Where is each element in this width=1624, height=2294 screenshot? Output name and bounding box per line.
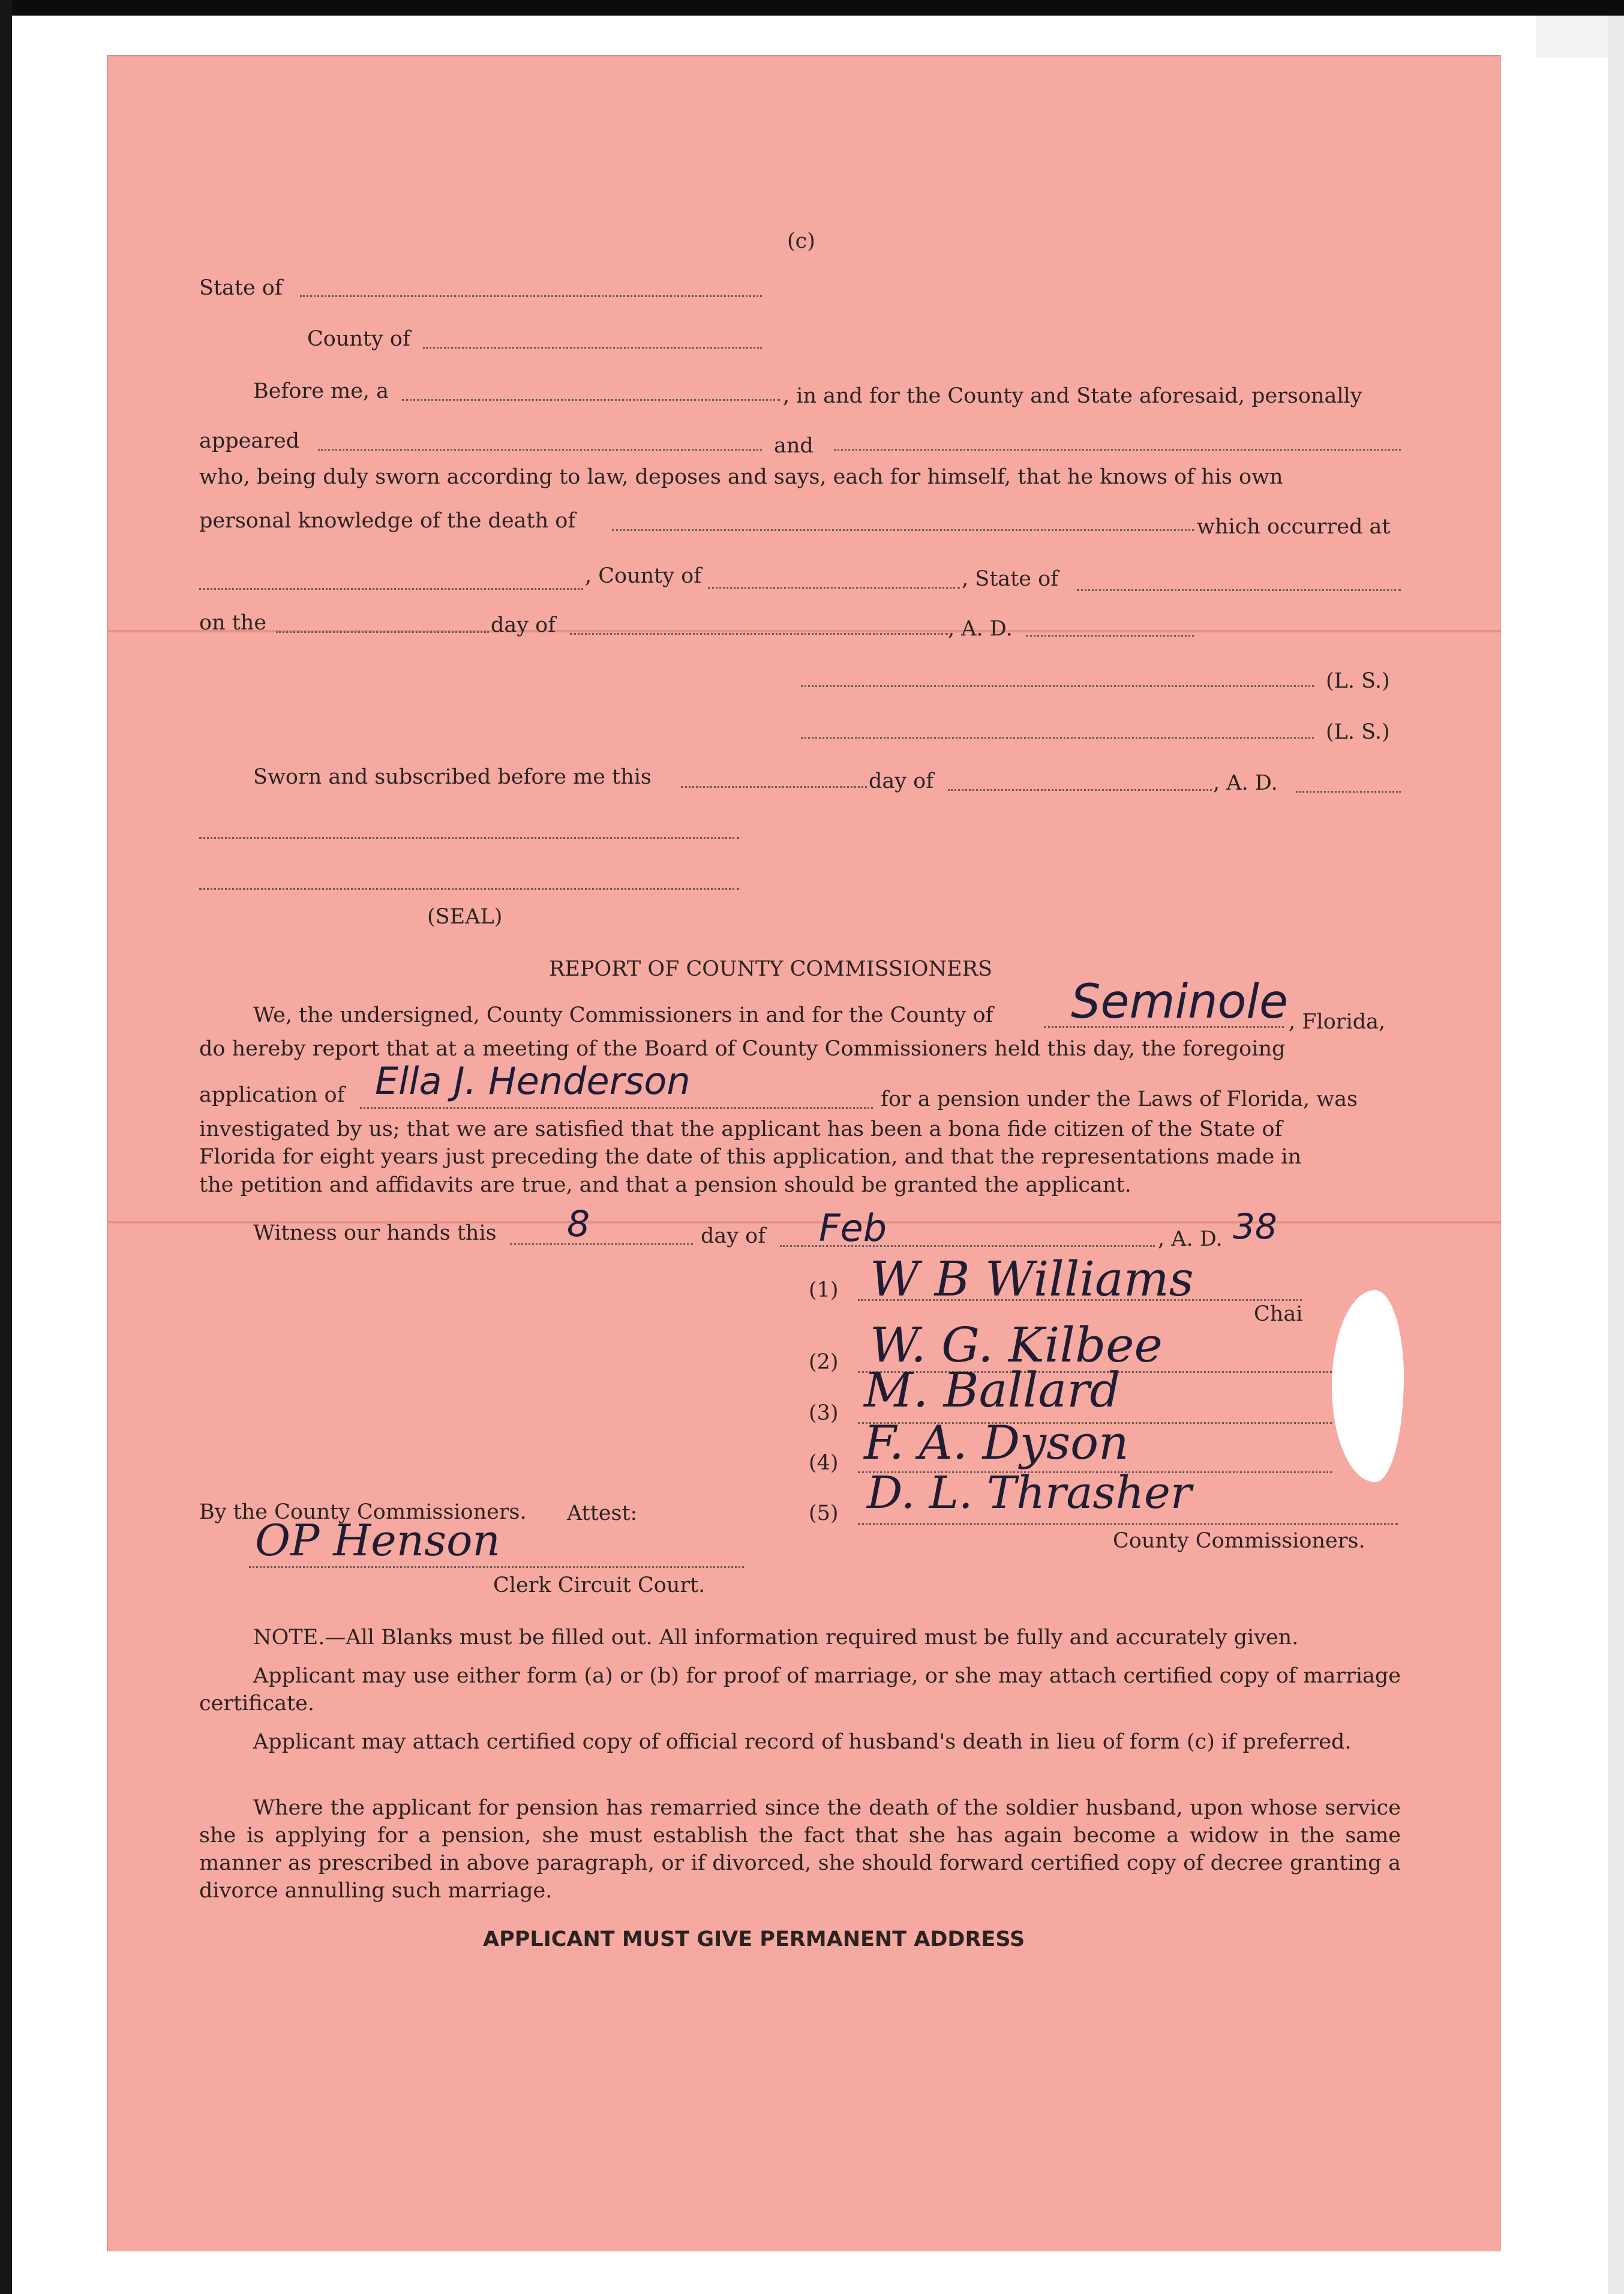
witness-day-of: day of: [701, 1224, 766, 1248]
witness-ad: , A. D.: [1158, 1227, 1223, 1251]
application-of-label: application of: [199, 1083, 345, 1107]
sworn-day-field[interactable]: [681, 786, 867, 788]
witness-day-handwritten: 8: [567, 1203, 590, 1245]
report-line-2: do hereby report that at a meeting of the Board of County Commissioners held this day, the foregoing: [199, 1037, 1286, 1061]
official-signature-field[interactable]: [199, 837, 739, 839]
county-of-label: County of: [307, 327, 410, 351]
permanent-address-notice: APPLICANT MUST GIVE PERMANENT ADDRESS: [483, 1927, 1025, 1951]
death-month-field[interactable]: [570, 633, 948, 635]
note-1: NOTE.—All Blanks must be filled out. All information required must be fully and accurately given.: [253, 1626, 1299, 1650]
witness-day-line: [510, 1243, 693, 1245]
scan-border-left: [0, 0, 12, 2294]
witness-label: Witness our hands this: [253, 1221, 497, 1245]
seal-label: (SEAL): [427, 905, 503, 929]
commissioner-3-number: (3): [809, 1401, 839, 1425]
deceased-name-field[interactable]: [612, 529, 1194, 531]
commissioner-5-line: [858, 1523, 1398, 1525]
state-of-field[interactable]: [300, 295, 762, 297]
report-line-6: the petition and affidavits are true, and that a pension should be granted the applicant.: [199, 1173, 1131, 1197]
report-line-1: We, the undersigned, County Commissioners in and for the County of: [253, 1003, 993, 1027]
commissioner-3-signature: M. Ballard: [864, 1362, 1121, 1418]
chairman-label: Chai: [1254, 1302, 1303, 1326]
report-line-4: investigated by us; that we are satisfied that the applicant has been a bona fide citizen of the State of: [199, 1117, 1283, 1141]
state-of-label-2: , State of: [962, 567, 1059, 591]
commissioner-5-number: (5): [809, 1501, 839, 1525]
report-heading: REPORT OF COUNTY COMMISSIONERS: [549, 957, 992, 981]
witness-month-handwritten: Feb: [819, 1206, 887, 1250]
section-label: (c): [787, 229, 815, 253]
affiant-signature-2[interactable]: [801, 737, 1314, 739]
commissioner-5-signature: D. L. Thrasher: [867, 1467, 1192, 1519]
county-of-field[interactable]: [423, 347, 762, 349]
applicant-handwritten: Ella J. Henderson: [375, 1059, 691, 1103]
affiant-1-field[interactable]: [318, 449, 762, 451]
before-me-label: Before me, a: [253, 379, 389, 403]
commissioner-1-line: [858, 1299, 1302, 1301]
day-of-label: day of: [491, 613, 556, 637]
clerk-line: [249, 1566, 744, 1568]
application-tail: for a pension under the Laws of Florida, was: [881, 1087, 1358, 1111]
officer-title-field[interactable]: [402, 399, 780, 401]
witness-year-handwritten: 38: [1233, 1206, 1277, 1247]
place-of-death-field[interactable]: [199, 588, 583, 590]
death-county-field[interactable]: [708, 587, 960, 589]
sworn-statement: who, being duly sworn according to law, deposes and says, each for himself, that he knows of his own: [199, 465, 1283, 489]
affiant-2-field[interactable]: [834, 449, 1401, 451]
scan-corner: [1536, 16, 1608, 58]
ls-mark-2: (L. S.): [1326, 720, 1390, 744]
commissioner-1-signature: W B Williams: [870, 1251, 1194, 1307]
scan-border-top: [0, 0, 1624, 16]
note-2: Applicant may use either form (a) or (b) for proof of marriage, or she may attach certified copy of marriage certificate.: [199, 1664, 1401, 1716]
and-label: and: [774, 434, 813, 458]
note-4: Where the applicant for pension has remarried since the death of the soldier husband, upon whose service she is applying for a pension, she must establish the fact that she has again become a widow in the same manner as prescribed in above paragraph, or if divorced, she should forward certified copy of decree granting a divorce annulling such marriage.: [199, 1796, 1401, 1903]
death-of-label: personal knowledge of the death of: [199, 509, 576, 533]
appeared-label: appeared: [199, 429, 300, 453]
state-of-label: State of: [199, 276, 283, 300]
report-line-5: Florida for eight years just preceding the date of this application, and that the representations made in: [199, 1145, 1302, 1169]
commissioner-4-number: (4): [809, 1451, 839, 1475]
note-3: Applicant may attach certified copy of official record of husband's death in lieu of form (c) if preferred.: [253, 1730, 1352, 1754]
death-day-field[interactable]: [276, 631, 489, 633]
sworn-year-field[interactable]: [1296, 791, 1401, 793]
clerk-signature: OP Henson: [255, 1515, 500, 1566]
attest-label: Attest:: [567, 1501, 638, 1525]
report-line-1-end: , Florida,: [1289, 1010, 1386, 1034]
county-commissioners-label: County Commissioners.: [1113, 1529, 1365, 1553]
sworn-subscribed-label: Sworn and subscribed before me this: [253, 765, 652, 789]
commissioner-2-number: (2): [809, 1350, 839, 1374]
county-handwritten: Seminole: [1071, 975, 1288, 1029]
county-field-line: [1044, 1026, 1284, 1028]
scan-border-right: [1608, 16, 1624, 2294]
commissioner-4-signature: F. A. Dyson: [864, 1416, 1129, 1470]
commissioner-1-number: (1): [809, 1278, 839, 1302]
witness-month-line: [780, 1245, 1155, 1247]
applicant-field-line: [360, 1107, 873, 1109]
death-year-field[interactable]: [1026, 635, 1194, 637]
ad-label-2: , A. D.: [1213, 771, 1278, 795]
by-county-commissioners: By the County Commissioners.: [199, 1500, 527, 1524]
sworn-month-field[interactable]: [948, 789, 1212, 791]
death-state-field[interactable]: [1077, 589, 1401, 591]
on-the-label: on the: [199, 611, 267, 635]
commissioner-2-signature: W. G. Kilbee: [870, 1317, 1163, 1373]
ad-label: , A. D.: [948, 617, 1013, 641]
ls-mark-1: (L. S.): [1326, 669, 1390, 693]
before-me-tail: , in and for the County and State aforesaid, personally: [783, 384, 1362, 408]
official-title-field[interactable]: [199, 888, 739, 890]
affiant-signature-1[interactable]: [801, 685, 1314, 687]
clerk-label: Clerk Circuit Court.: [493, 1573, 706, 1597]
day-of-label-2: day of: [869, 769, 934, 793]
which-occurred-label: which occurred at: [1197, 515, 1391, 539]
county-of-label-2: , County of: [585, 564, 702, 588]
